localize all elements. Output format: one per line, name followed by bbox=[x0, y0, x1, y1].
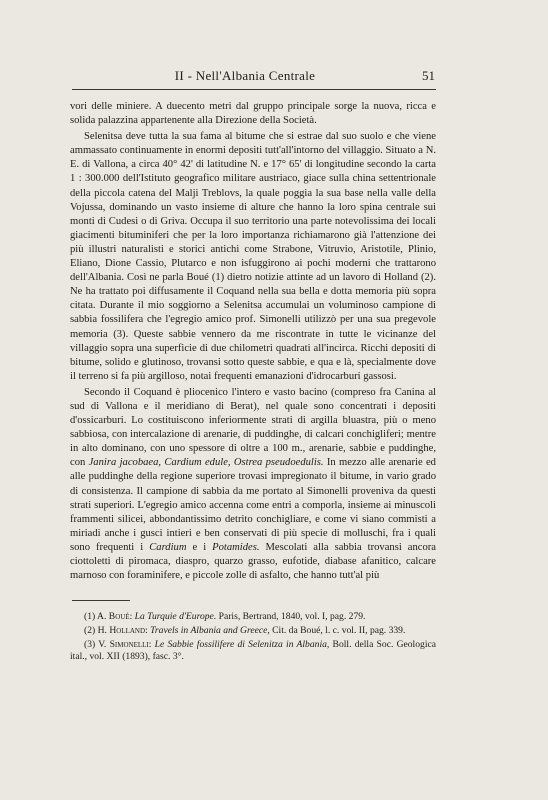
footnote-marker: (2) H. bbox=[84, 625, 107, 636]
footnote-rule bbox=[72, 600, 130, 601]
footnote-1 bbox=[70, 611, 436, 623]
footnotes bbox=[70, 611, 436, 665]
footnote-author: Boué: bbox=[108, 611, 133, 622]
species-name-potamides: Potamides. bbox=[212, 541, 260, 553]
footnote-title: La Turquie d'Europe. bbox=[134, 611, 217, 622]
footnote-rest: Paris, Bertrand, 1840, vol. I, pag. 279. bbox=[218, 611, 366, 622]
footnote-author: Holland: bbox=[109, 625, 148, 636]
paragraph-text: In mezzo alle arenarie ed alle puddinghe della regione superiore trovasi impregionato il bitume, in vario grado di consistenza. Il campione di sabbia da me portato al Simonelli proveniva da questi strati superiori. L'egregio amico accenna come entri a comporla, insieme ai minuscoli frammenti silicei, abbondantissimo detrito conchigliare, e come vi siano commisti a miriadi anche i gusci intieri e ben conservati di più specie di molluschi, fra i quali sono frequenti i bbox=[70, 457, 436, 553]
footnote-title: Le Sabbie fossilifere di Selenitza in Albania, bbox=[154, 639, 330, 650]
footnote-rest: Boll. della Soc. Geologica ital., vol. XII (1893), fasc. 3°. bbox=[70, 639, 436, 662]
footnote-3 bbox=[70, 639, 436, 663]
header-rule bbox=[72, 89, 436, 90]
page-number: 51 bbox=[422, 68, 435, 83]
running-title: II - Nell'Albania Centrale bbox=[174, 68, 316, 83]
species-names: Janira jacobaea, Cardium edule, Ostrea pseudoedulis. bbox=[88, 457, 324, 469]
paragraph-selenitsa: Selenitsa deve tutta la sua fama al bitume che si estrae dal suo suolo e che viene ammassato continuamente in enormi depositi tutt'all'intorno del villaggio. Situato a N. E. di Vallona, a circa 40° 42' di latitudine N. e 17° 65' di longitudine secondo la carta 1 : 300.000 dell'Istituto geografico militare austriaco, giace sulla china settentrionale della piccola catena del Malji Treblovs, la quale poggia la sua base nella valle della Vojussa, dominando un vasto insieme di alture che hanno la loro spina centrale sui monti di Cudesi o di Griva. Occupa il suo territorio una parte notevolissima dei locali giacimenti bituminiferi che per la loro importanza richiamarono già l'attenzione dei più illustri naturalisti e storici antichi come Strabone, Vitruvio, Aristotile, Plinio, Eliano, Dione Cassio, Plutarco e non isfuggirono ai pochi moderni che trattarono dell'Albania. Così ne parla Boué (1) dietro notizie attinte ad un lavoro di Holland (2). Ne ha trattato poi diffusamente il Coquand nella sua bella e dotta memoria più sopra citata. Durante il mio soggiorno a Selenitsa accumulai un voluminoso campione di sabbia fossilifera che l'egregio amico prof. Simonelli utilizzò per una sua pregevole memoria (3). Queste sabbie vennero da me riscontrate in tutte le vicinanze del villaggio sopra una superficie di due chilometri quadrati all'incirca. Ricchi depositi di bitume, solido e glutinoso, trovansi sotto queste sabbie, e qua e là, specialmente dove il terreno si fa più argilloso, notai frequenti emanazioni d'idrocarburi gassosi. bbox=[70, 131, 436, 382]
paragraph-coquand bbox=[70, 386, 436, 583]
footnote-marker: (1) A. bbox=[84, 611, 107, 622]
paragraph-text: e i bbox=[186, 541, 213, 553]
paragraph-text: Mescolati alla sabbia trovansi ancora ciottoletti di piromaca, diaspro, quarzo grasso, eufotide, diabase afanitico, calcare marnoso con foraminifere, e piccole zolle di asfalto, che hanno tutt'al più bbox=[70, 541, 437, 582]
footnote-2 bbox=[70, 625, 436, 637]
paragraph-continuation: vori delle miniere. A duecento metri dal gruppo principale sorge la nuova, ricca e solida palazzina appartenente alla Direzione della Società. bbox=[70, 101, 436, 127]
footnote-title: Travels in Albania and Greece, bbox=[150, 625, 270, 636]
main-text bbox=[70, 100, 436, 583]
paragraph-text: Secondo il Coquand è pliocenico l'intero e vasto bacino (compreso fra Canina al sud di Vallona e il meridiano di Berat), nel quale sono concentrati i depositi d'ossicarburi. Lo costituiscono inferiormente strati di argilla bluastra, più o meno sabbiosa, con intercalazione di arenarie, di puddinghe, di calcari conchigliferi; mentre in alto dominano, con uno spessore di oltre a 100 m., arenarie, sabbie e puddinghe, con bbox=[70, 386, 436, 469]
footnote-author: Simonelli: bbox=[109, 639, 152, 650]
species-name-cardium: Cardium bbox=[149, 541, 187, 553]
footnote-rest: Cit. da Boué, l. c. vol. II, pag. 339. bbox=[272, 625, 406, 636]
footnote-marker: (3) V. bbox=[84, 639, 107, 650]
